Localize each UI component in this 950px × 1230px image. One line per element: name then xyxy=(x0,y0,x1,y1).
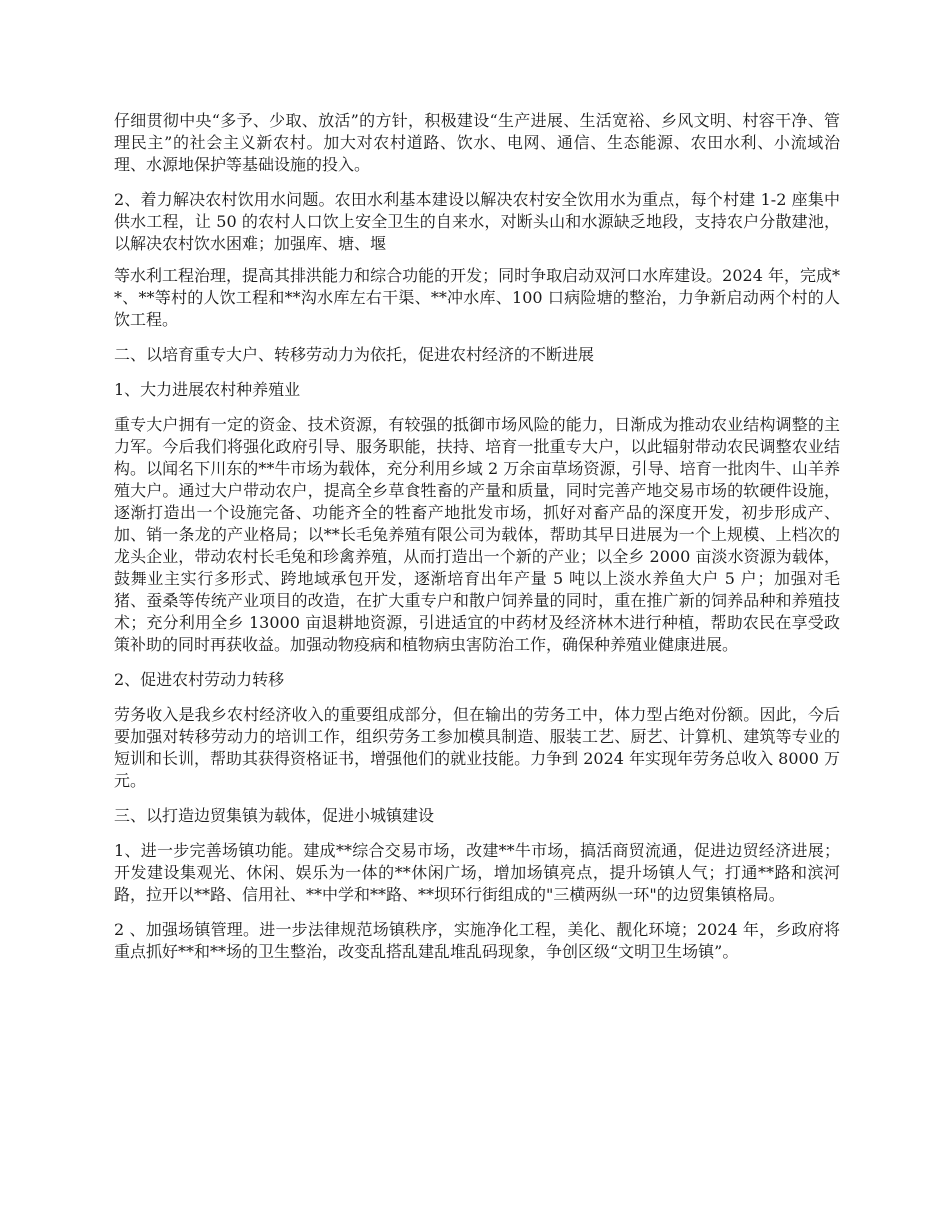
subsection-heading-labor: 2、促进农村劳动力转移 xyxy=(114,670,285,689)
paragraph-town-management: 2 、加强场镇管理。进一步法律规范场镇秩序，实施净化工程，美化、靓化环境；2024 年，乡政府将重点抓好**和**场的卫生整治，改变乱搭乱建乱堆乱码现象，争创区级“文明卫生场镇”。 xyxy=(114,920,840,961)
subsection-heading-planting: 1、大力进展农村种养殖业 xyxy=(114,380,301,399)
section-heading-2: 二、以培育重专大户、转移劳动力为依托，促进农村经济的不断进展 xyxy=(114,345,595,364)
document-page xyxy=(114,110,840,976)
section-heading-3: 三、以打造边贸集镇为载体，促进小城镇建设 xyxy=(114,806,435,825)
paragraph-water-projects: 等水利工程治理，提高其排洪能力和综合功能的开发；同时争取启动双河口水库建设。2024 年，完成**、**等村的人饮工程和**沟水库左右干渠、**冲水库、100 口病险塘的整治，力争新启动两个村的人饮工程。 xyxy=(114,266,840,329)
paragraph-intro: 仔细贯彻中央“多予、少取、放活”的方针，积极建设“生产进展、生活宽裕、乡风文明、村容干净、管理民主”的社会主义新农村。加大对农村道路、饮水、电网、通信、生态能源、农田水利、小流域治理、水源地保护等基础设施的投入。 xyxy=(114,111,840,174)
paragraph-drinking-water: 2、着力解决农村饮用水问题。农田水利基本建设以解决农村安全饮用水为重点，每个村建 1-2 座集中供水工程，让 50 的农村人口饮上安全卫生的自来水，对断头山和水源缺乏地段，支持农户分散建池，以解决农村饮水困难；加强库、塘、堰 xyxy=(114,190,840,253)
paragraph-town-function: 1、进一步完善场镇功能。建成**综合交易市场，改建**牛市场，搞活商贸流通，促进边贸经济进展；开发建设集观光、休闲、娱乐为一体的**休闲广场，增加场镇亮点，提升场镇人气；打通**路和滨河路，拉开以**路、信用社、**中学和**路、**坝环行街组成的"三横两纵一环"的边贸集镇格局。 xyxy=(114,841,840,904)
paragraph-labor-income: 劳务收入是我乡农村经济收入的重要组成部分，但在输出的劳务工中，体力型占绝对份额。因此，今后要加强对转移劳动力的培训工作，组织劳务工参加模具制造、服装工艺、厨艺、计算机、建筑等专业的短训和长训，帮助其获得资格证书，增强他们的就业技能。力争到 2024 年实现年劳务总收入 8000 万元。 xyxy=(114,705,840,790)
paragraph-large-households: 重专大户拥有一定的资金、技术资源，有较强的抵御市场风险的能力，日渐成为推动农业结构调整的主力军。今后我们将强化政府引导、服务职能，扶持、培育一批重专大户，以此辐射带动农民调整农业结构。以闻名下川东的**牛市场为载体，充分利用乡域 2 万余亩草场资源，引导、培育一批肉牛、山羊养殖大户。通过大户带动农户，提高全乡草食牲畜的产量和质量，同时完善产地交易市场的软硬件设施，逐渐打造出一个设施完备、功能齐全的牲畜产地批发市场，抓好对畜产品的深度开发，初步形成产、加、销一条龙的产业格局；以**长毛兔养殖有限公司为载体，帮助其早日进展为一个上规模、上档次的龙头企业，带动农村长毛兔和珍禽养殖，从而打造出一个新的产业；以全乡 2000 亩淡水资源为载体，鼓舞业主实行多形式、跨地域承包开发，逐渐培育出年产量 5 吨以上淡水养鱼大户 5 户；加强对毛猪、蚕桑等传统产业项目的改造，在扩大重专户和散户饲养量的同时，重在推广新的饲养品种和养殖技术；充分利用全乡 13000 亩退耕地资源，引进适宜的中药材及经济林木进行种植，帮助农民在享受政策补助的同时再获收益。加强动物疫病和植物病虫害防治工作，确保种养殖业健康进展。 xyxy=(114,415,840,654)
